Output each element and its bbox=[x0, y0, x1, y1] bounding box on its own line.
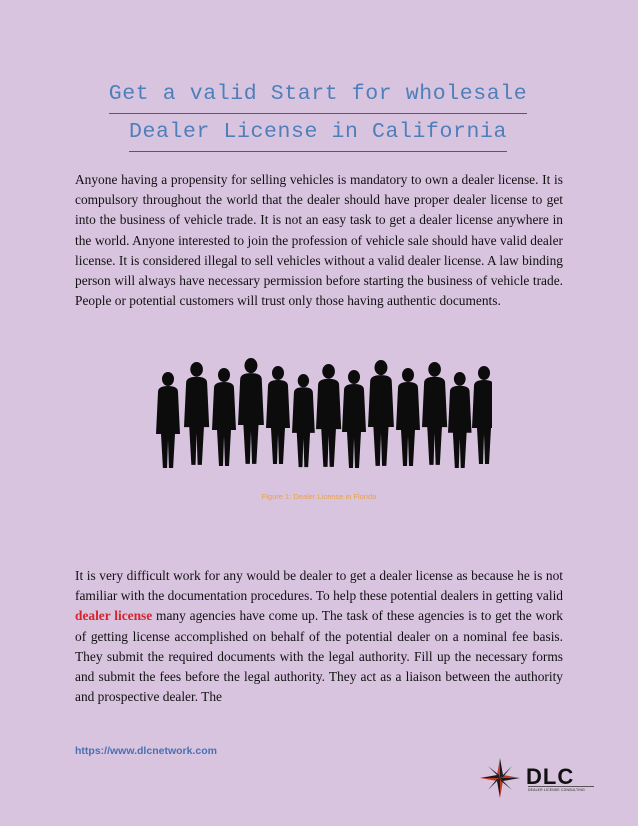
dlc-logo bbox=[478, 756, 594, 800]
dlc-star-icon bbox=[478, 756, 594, 800]
dlc-logo-tagline: DEALER LICENSE CONSULTING bbox=[528, 786, 594, 792]
paragraph-intro: Anyone having a propensity for selling vehicles is mandatory to own a dealer license. It is compulsory throughout the world that the dealer should have proper dealer license to get into the business of vehicle trade. It is not an easy task to get a dealer license anywhere in the world. Anyone interested to join the profession of vehicle sale should have valid dealer license. It is considered illegal to sell vehicles without a valid dealer license. A law binding person will always have necessary permission before starting the business of vehicle trade. People or potential customers will trust only those having authentic documents. bbox=[75, 172, 563, 309]
dlc-logo-text: DLC bbox=[526, 764, 575, 789]
business-people-silhouette-image bbox=[146, 358, 492, 468]
silhouette-icon bbox=[146, 358, 492, 468]
document-title bbox=[82, 76, 554, 152]
footer-url-link[interactable]: https://www.dlcnetwork.com bbox=[75, 745, 217, 757]
dealer-license-link[interactable]: dealer license bbox=[75, 608, 153, 624]
figure-caption: Figure 1: Dealer License in Florida bbox=[261, 492, 377, 501]
paragraph-agencies: It is very difficult work for any would be dealer to get a dealer license as because he is not familiar with the documentation procedures. To help these potential dealers in getting valid dealer license many agencies have come up. The task of these agencies is to get the work of getting license accomplished on behalf of the potential dealer on a nominal fee basis. They submit the required documents with the legal authority. Fill up the necessary forms and submit the fees before the legal authority. They act as a liaison between the authority and prospective dealer. The bbox=[75, 568, 563, 705]
title-line-2: Dealer License in California bbox=[82, 114, 554, 152]
title-line-1: Get a valid Start for wholesale bbox=[82, 76, 554, 114]
